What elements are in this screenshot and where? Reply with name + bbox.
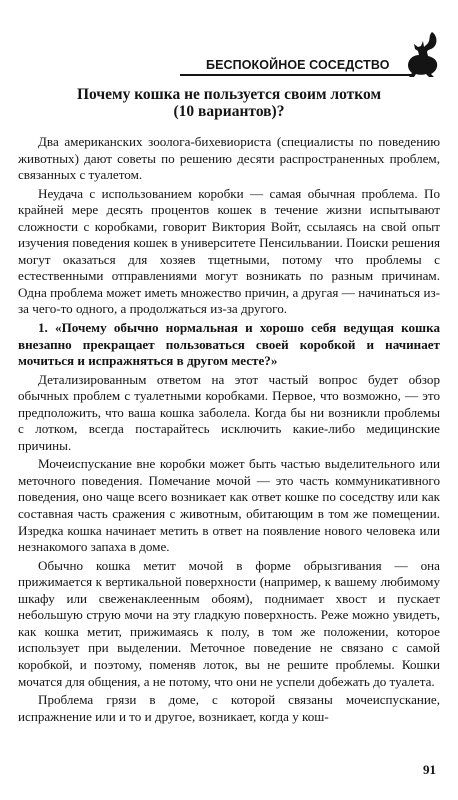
question-paragraph: 1. «Почему обычно нормальная и хорошо себя ведущая кошка внезапно прекращает пользоваться своей коробкой и начинает мочиться и испражняться в другом месте?» xyxy=(18,320,440,369)
running-header xyxy=(180,36,412,76)
page-number: 91 xyxy=(423,762,436,777)
article-body xyxy=(18,134,440,725)
paragraph: Обычно кошка метит мочой в форме обрызгивания — она прижимается к вертикальной поверхности (например, к вашему любимому шкафу или свеженаклеенным обоям), поднимает хвост и пускает небольшую струю мочи на эту гладкую поверхность. Реже можно увидеть, как кошка метит, прижимаясь к полу, в том же положении, которое использует при выделении. Меточное поведение не связано с самой коробкой, и поэтому, поменяв лоток, вы не решите проблемы. Кошки мочатся для общения, а не потому, что они не успели добежать до туалета. xyxy=(18,557,440,689)
section-title: БЕСПОКОЙНОЕ СОСЕДСТВО xyxy=(206,58,390,72)
paragraph: Неудача с использованием коробки — самая обычная проблема. По крайней мере десять процентов кошек в течение жизни испытывают сложности с коробками, говорит Виктория Войт, ссылаясь на свой опыт изучения поведения кошек в университете Пенсильвании. Поиски решения могут оказаться для хозяев тщетными, потому что проблемы с естественными отправлениями могут возникать по разным причинам. Одна проблема может иметь множество причин, а другая — начинаться из-за чего-то одного, а продолжаться из-за другого. xyxy=(18,185,440,317)
article-title-line-2: (10 вариантов)? xyxy=(173,103,285,120)
paragraph: Проблема грязи в доме, с которой связаны мочеиспускание, испражнение или и то и другое, возникает, когда у кош- xyxy=(18,692,440,724)
article-title-line-1: Почему кошка не пользуется своим лотком xyxy=(77,86,381,103)
cat-silhouette-icon xyxy=(401,30,441,78)
article-title xyxy=(40,86,418,120)
paragraph: Мочеиспускание вне коробки может быть частью выделительного или меточного поведения. Помечание мочой — это часть коммуникативного поведения, оно чаще всего возникает как ответ кошке по соседству или как составная часть сражения с животным, обитающим в том же помещении. Изредка кошка начинает метить в ответ на появление нового человека или незнакомого запаха в доме. xyxy=(18,456,440,555)
paragraph: Детализированным ответом на этот частый вопрос будет обзор обычных проблем с туалетными коробками. Первое, что возможно, — это предположить, что ваша кошка заболела. Когда бы ни возникли проблемы с лотком, всегда постарайтесь исключить какие-либо медицинские причины. xyxy=(18,371,440,453)
paragraph: Два американских зоолога-бихевиориста (специалисты по поведению животных) дают советы по решению десяти распространенных проблем, связанных с туалетом. xyxy=(18,134,440,183)
